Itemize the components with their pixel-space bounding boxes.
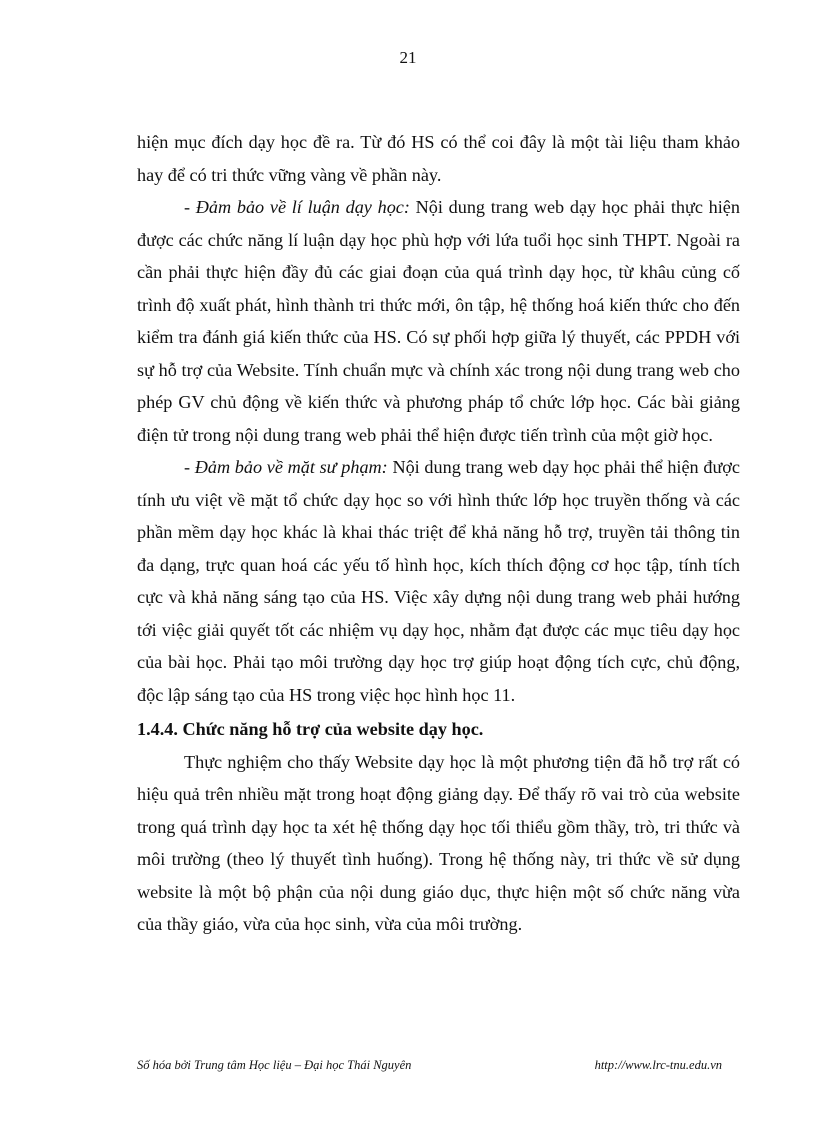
footer-digitized-by: Số hóa bởi Trung tâm Học liệu – Đại học Thái Nguyên bbox=[137, 1058, 412, 1072]
page-number: 21 bbox=[399, 48, 417, 67]
paragraph-text: Nội dung trang web dạy học phải thực hiện được các chức năng lí luận dạy học phù hợp với lứa tuổi học sinh THPT. Ngoài ra cần phải thực hiện đầy đủ các giai đoạn của quá trình dạy học, từ khâu củng cố trình độ xuất phát, hình thành tri thức mới, ôn tập, hệ thống hoá kiến thức cho đến kiểm tra đánh giá kiến thức của HS. Có sự phối hợp giữa lý thuyết, các PPDH với sự hỗ trợ của Website. Tính chuẩn mực và chính xác trong nội dung trang web cho phép GV chủ động về kiến thức và phương pháp tổ chức lớp học. Các bài giảng điện tử trong nội dung trang web phải thể hiện được tiến trình của một giờ học. bbox=[137, 197, 740, 445]
paragraph-label: - Đảm bảo về mặt sư phạm: bbox=[184, 457, 388, 477]
paragraph-continuation: hiện mục đích dạy học đề ra. Từ đó HS có thể coi đây là một tài liệu tham khảo hay để có tri thức vững vàng về phần này. bbox=[137, 132, 740, 185]
paragraph-label: - Đảm bảo về lí luận dạy học: bbox=[184, 197, 410, 217]
section-heading: 1.4.4. Chức năng hỗ trợ của website dạy học. bbox=[137, 719, 484, 739]
paragraph-support-function: Thực nghiệm cho thấy Website dạy học là một phương tiện đã hỗ trợ rất có hiệu quả trên nhiều mặt trong hoạt động giảng dạy. Để thấy rõ vai trò của website trong quá trình dạy học ta xét hệ thống dạy học tối thiểu gồm thầy, trò, tri thức và môi trường (theo lý thuyết tình huống). Trong hệ thống này, tri thức về sử dụng website là một bộ phận của nội dung giáo dục, thực hiện một số chức năng vừa của thầy giáo, vừa của học sinh, vừa của môi trường. bbox=[137, 751, 740, 934]
paragraph-didactic-theory bbox=[137, 191, 740, 451]
footer-url: http://www.lrc-tnu.edu.vn bbox=[594, 1058, 722, 1072]
document-body bbox=[137, 126, 740, 941]
paragraph-text: Nội dung trang web dạy học phải thể hiện được tính ưu việt về mặt tổ chức dạy học so với hình thức lớp học truyền thống và các phần mềm dạy học khác là khai thác triệt để khả năng hỗ trợ, truyền tải thông tin đa dạng, trực quan hoá các yếu tố hình học, kích thích động cơ học tập, tính tích cực và khả năng sáng tạo của HS. Việc xây dựng nội dung trang web phải hướng tới việc giải quyết tốt các nhiệm vụ dạy học, nhằm đạt được các mục tiêu dạy học của bài học. Phải tạo môi trường dạy học trợ giúp hoạt động tích cực, chủ động, độc lập sáng tạo của HS trong việc học hình học 11. bbox=[137, 457, 740, 705]
paragraph-pedagogy bbox=[137, 451, 740, 711]
